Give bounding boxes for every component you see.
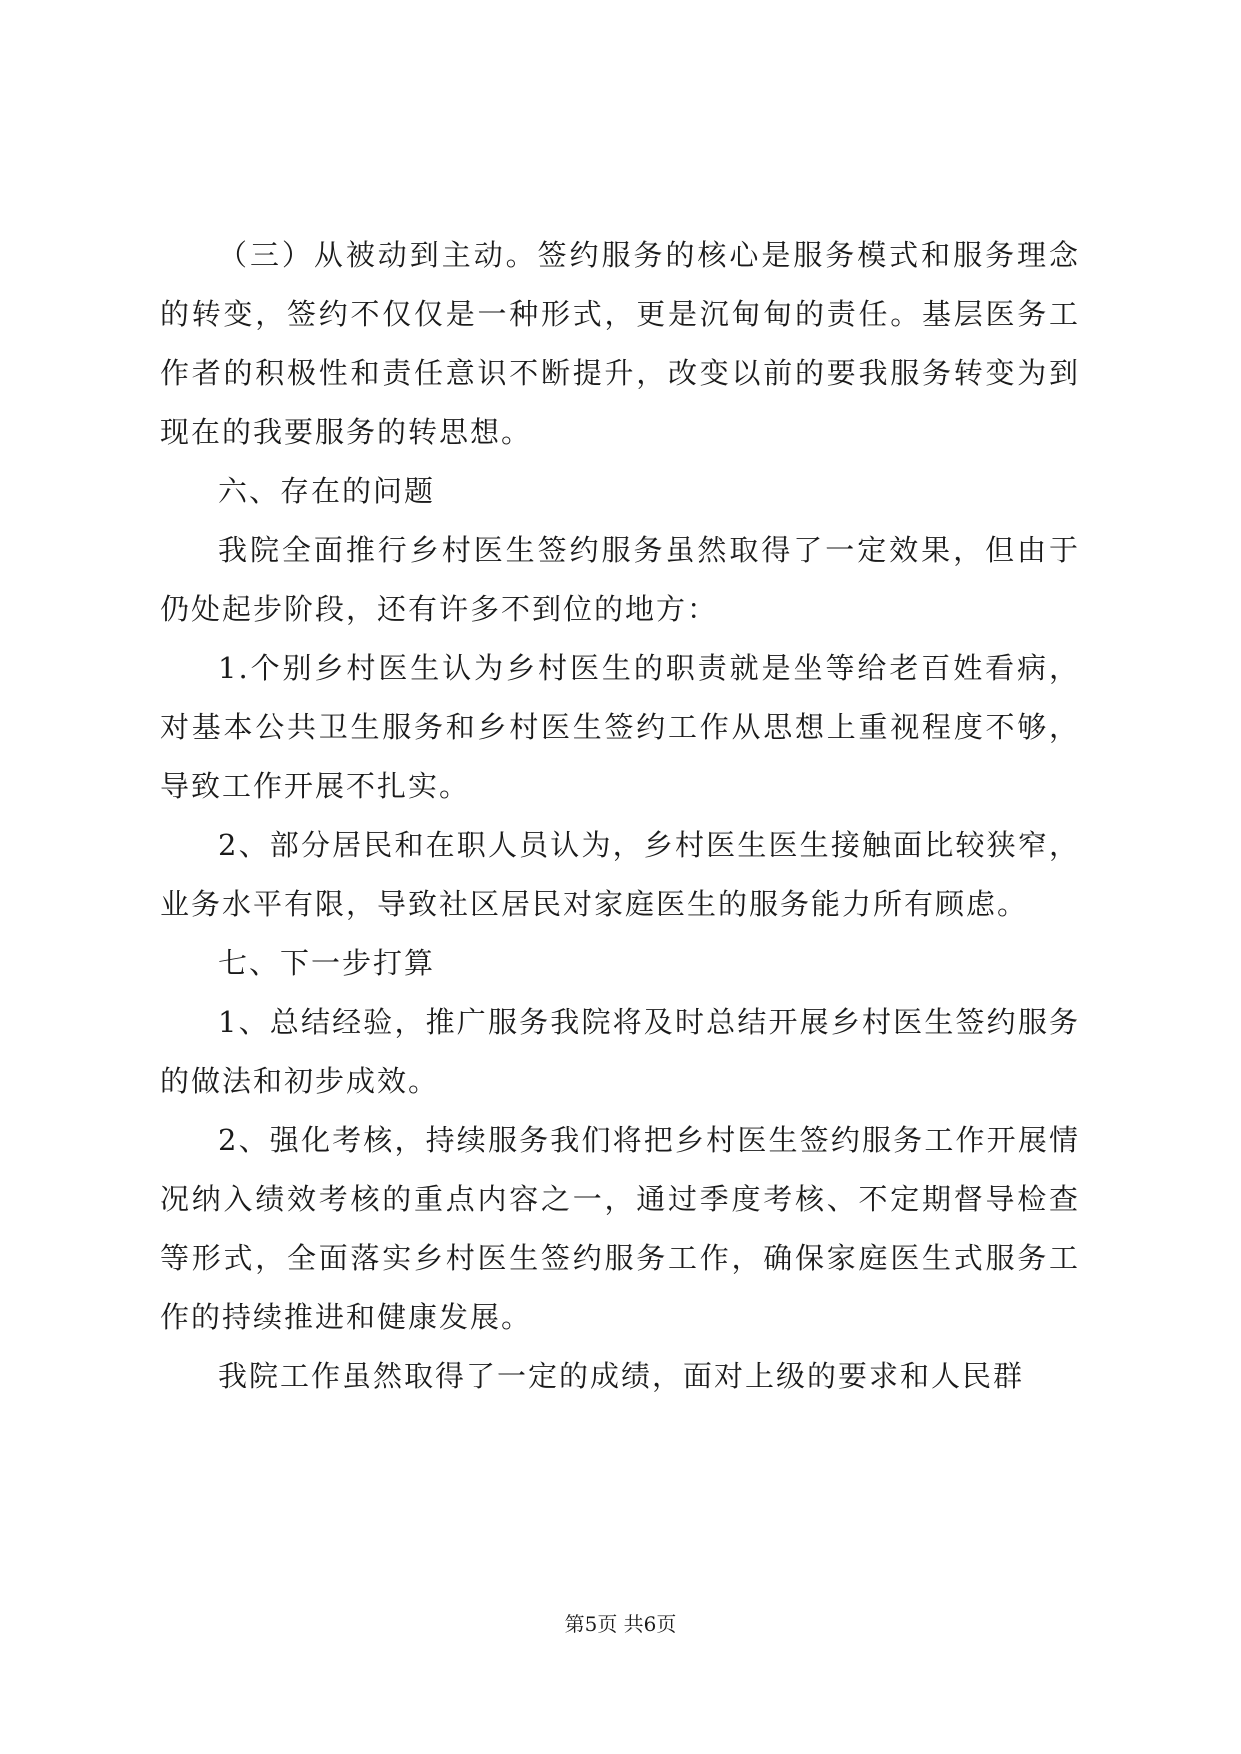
paragraph-section-3-transition: （三）从被动到主动。签约服务的核心是服务模式和服务理念的转变，签约不仅仅是一种形式，更是沉甸甸的责任。基层医务工作者的积极性和责任意识不断提升，改变以前的要我服务转变为到现在的我要服务的转思想。 xyxy=(160,238,1080,449)
paragraph-next-step-2: 2、强化考核，持续服务我们将把乡村医生签约服务工作开展情况纳入绩效考核的重点内容之一，通过季度考核、不定期督导检查等形式，全面落实乡村医生签约服务工作，确保家庭医生式服务工作的持续推进和健康发展。 xyxy=(160,1123,1080,1334)
heading-existing-problems: 六、存在的问题 xyxy=(218,474,436,508)
page-footer: 第5页 共6页 xyxy=(564,1612,677,1636)
paragraph-next-step-1: 1、总结经验，推广服务我院将及时总结开展乡村医生签约服务的做法和初步成效。 xyxy=(160,1005,1080,1098)
paragraph-problem-1: 1.个别乡村医生认为乡村医生的职责就是坐等给老百姓看病，对基本公共卫生服务和乡村医生签约工作从思想上重视程度不够，导致工作开展不扎实。 xyxy=(160,651,1080,803)
paragraph-closing: 我院工作虽然取得了一定的成绩，面对上级的要求和人民群 xyxy=(218,1359,1025,1393)
paragraph-problem-2: 2、部分居民和在职人员认为，乡村医生医生接触面比较狭窄，业务水平有限，导致社区居民对家庭医生的服务能力所有顾虑。 xyxy=(160,828,1080,921)
heading-next-steps: 七、下一步打算 xyxy=(218,946,436,980)
document-body xyxy=(160,226,1080,1406)
paragraph-problems-intro: 我院全面推行乡村医生签约服务虽然取得了一定效果，但由于仍处起步阶段，还有许多不到位的地方： xyxy=(160,533,1080,626)
